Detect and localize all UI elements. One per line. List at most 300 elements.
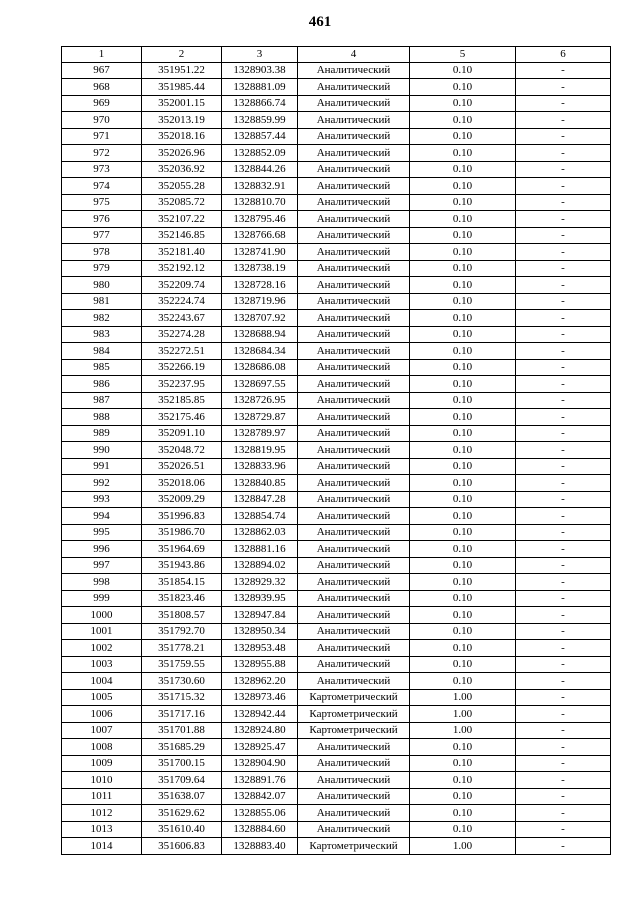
- table-row: [62, 79, 611, 96]
- note-cell: -: [516, 194, 611, 211]
- table-row: [62, 293, 611, 310]
- note-cell: -: [516, 211, 611, 228]
- accuracy-cell: 0.10: [410, 772, 516, 789]
- accuracy-cell: 0.10: [410, 805, 516, 822]
- x-coordinate-cell: 352018.06: [142, 475, 222, 492]
- x-coordinate-cell: 352192.12: [142, 260, 222, 277]
- note-cell: -: [516, 557, 611, 574]
- x-coordinate-cell: 351700.15: [142, 755, 222, 772]
- table-row: [62, 640, 611, 657]
- note-cell: -: [516, 244, 611, 261]
- x-coordinate-cell: 352224.74: [142, 293, 222, 310]
- accuracy-cell: 0.10: [410, 194, 516, 211]
- accuracy-cell: 0.10: [410, 607, 516, 624]
- x-coordinate-cell: 352026.96: [142, 145, 222, 162]
- y-coordinate-cell: 1328684.34: [222, 343, 298, 360]
- point-number-cell: 991: [62, 458, 142, 475]
- point-number-cell: 995: [62, 524, 142, 541]
- point-number-cell: 999: [62, 590, 142, 607]
- point-number-cell: 1012: [62, 805, 142, 822]
- y-coordinate-cell: 1328840.85: [222, 475, 298, 492]
- table-row: [62, 178, 611, 195]
- table-row: [62, 541, 611, 558]
- column-header: 5: [410, 47, 516, 63]
- method-cell: Аналитический: [298, 326, 410, 343]
- accuracy-cell: 1.00: [410, 722, 516, 739]
- point-number-cell: 1008: [62, 739, 142, 756]
- point-number-cell: 1003: [62, 656, 142, 673]
- table-row: [62, 244, 611, 261]
- table-body: [62, 62, 611, 854]
- point-number-cell: 1002: [62, 640, 142, 657]
- point-number-cell: 977: [62, 227, 142, 244]
- y-coordinate-cell: 1328729.87: [222, 409, 298, 426]
- x-coordinate-cell: 352175.46: [142, 409, 222, 426]
- accuracy-cell: 0.10: [410, 557, 516, 574]
- table-row: [62, 392, 611, 409]
- note-cell: -: [516, 359, 611, 376]
- y-coordinate-cell: 1328854.74: [222, 508, 298, 525]
- note-cell: -: [516, 442, 611, 459]
- point-number-cell: 967: [62, 62, 142, 79]
- note-cell: -: [516, 673, 611, 690]
- note-cell: -: [516, 260, 611, 277]
- point-number-cell: 985: [62, 359, 142, 376]
- x-coordinate-cell: 351808.57: [142, 607, 222, 624]
- method-cell: Аналитический: [298, 557, 410, 574]
- y-coordinate-cell: 1328866.74: [222, 95, 298, 112]
- method-cell: Картометрический: [298, 689, 410, 706]
- point-number-cell: 971: [62, 128, 142, 145]
- column-header: 4: [298, 47, 410, 63]
- accuracy-cell: 0.10: [410, 326, 516, 343]
- method-cell: Аналитический: [298, 673, 410, 690]
- method-cell: Аналитический: [298, 640, 410, 657]
- accuracy-cell: 0.10: [410, 508, 516, 525]
- note-cell: -: [516, 706, 611, 723]
- point-number-cell: 1013: [62, 821, 142, 838]
- method-cell: Аналитический: [298, 211, 410, 228]
- y-coordinate-cell: 1328810.70: [222, 194, 298, 211]
- x-coordinate-cell: 351964.69: [142, 541, 222, 558]
- accuracy-cell: 0.10: [410, 343, 516, 360]
- y-coordinate-cell: 1328833.96: [222, 458, 298, 475]
- method-cell: Аналитический: [298, 392, 410, 409]
- accuracy-cell: 1.00: [410, 706, 516, 723]
- x-coordinate-cell: 351759.55: [142, 656, 222, 673]
- method-cell: Аналитический: [298, 112, 410, 129]
- note-cell: -: [516, 640, 611, 657]
- accuracy-cell: 0.10: [410, 277, 516, 294]
- method-cell: Аналитический: [298, 607, 410, 624]
- y-coordinate-cell: 1328962.20: [222, 673, 298, 690]
- method-cell: Аналитический: [298, 161, 410, 178]
- accuracy-cell: 0.10: [410, 640, 516, 657]
- table-row: [62, 359, 611, 376]
- y-coordinate-cell: 1328925.47: [222, 739, 298, 756]
- x-coordinate-cell: 352209.74: [142, 277, 222, 294]
- y-coordinate-cell: 1328942.44: [222, 706, 298, 723]
- y-coordinate-cell: 1328697.55: [222, 376, 298, 393]
- accuracy-cell: 0.10: [410, 62, 516, 79]
- note-cell: -: [516, 376, 611, 393]
- x-coordinate-cell: 352085.72: [142, 194, 222, 211]
- note-cell: -: [516, 62, 611, 79]
- x-coordinate-cell: 352013.19: [142, 112, 222, 129]
- y-coordinate-cell: 1328929.32: [222, 574, 298, 591]
- y-coordinate-cell: 1328947.84: [222, 607, 298, 624]
- table-row: [62, 112, 611, 129]
- table-row: [62, 343, 611, 360]
- point-number-cell: 1007: [62, 722, 142, 739]
- accuracy-cell: 0.10: [410, 244, 516, 261]
- point-number-cell: 1001: [62, 623, 142, 640]
- x-coordinate-cell: 351943.86: [142, 557, 222, 574]
- table-row: [62, 689, 611, 706]
- table-row: [62, 821, 611, 838]
- accuracy-cell: 1.00: [410, 689, 516, 706]
- x-coordinate-cell: 351730.60: [142, 673, 222, 690]
- method-cell: Аналитический: [298, 508, 410, 525]
- coordinates-table: [61, 46, 611, 855]
- y-coordinate-cell: 1328766.68: [222, 227, 298, 244]
- table-row: [62, 458, 611, 475]
- x-coordinate-cell: 351701.88: [142, 722, 222, 739]
- table-row: [62, 656, 611, 673]
- table-row: [62, 508, 611, 525]
- column-header: 2: [142, 47, 222, 63]
- table-row: [62, 607, 611, 624]
- x-coordinate-cell: 351951.22: [142, 62, 222, 79]
- point-number-cell: 969: [62, 95, 142, 112]
- note-cell: -: [516, 425, 611, 442]
- method-cell: Аналитический: [298, 442, 410, 459]
- method-cell: Аналитический: [298, 95, 410, 112]
- table-row: [62, 739, 611, 756]
- y-coordinate-cell: 1328847.28: [222, 491, 298, 508]
- point-number-cell: 972: [62, 145, 142, 162]
- table-row: [62, 62, 611, 79]
- y-coordinate-cell: 1328894.02: [222, 557, 298, 574]
- y-coordinate-cell: 1328789.97: [222, 425, 298, 442]
- method-cell: Аналитический: [298, 772, 410, 789]
- method-cell: Аналитический: [298, 62, 410, 79]
- table-row: [62, 227, 611, 244]
- y-coordinate-cell: 1328881.09: [222, 79, 298, 96]
- point-number-cell: 992: [62, 475, 142, 492]
- point-number-cell: 979: [62, 260, 142, 277]
- note-cell: -: [516, 112, 611, 129]
- x-coordinate-cell: 351610.40: [142, 821, 222, 838]
- method-cell: Аналитический: [298, 458, 410, 475]
- accuracy-cell: 0.10: [410, 211, 516, 228]
- method-cell: Аналитический: [298, 656, 410, 673]
- y-coordinate-cell: 1328726.95: [222, 392, 298, 409]
- point-number-cell: 1014: [62, 838, 142, 855]
- table-row: [62, 475, 611, 492]
- x-coordinate-cell: 352181.40: [142, 244, 222, 261]
- table-row: [62, 788, 611, 805]
- y-coordinate-cell: 1328883.40: [222, 838, 298, 855]
- note-cell: -: [516, 392, 611, 409]
- table-row: [62, 211, 611, 228]
- point-number-cell: 980: [62, 277, 142, 294]
- point-number-cell: 989: [62, 425, 142, 442]
- x-coordinate-cell: 352009.29: [142, 491, 222, 508]
- x-coordinate-cell: 351778.21: [142, 640, 222, 657]
- note-cell: -: [516, 491, 611, 508]
- y-coordinate-cell: 1328844.26: [222, 161, 298, 178]
- x-coordinate-cell: 352185.85: [142, 392, 222, 409]
- note-cell: -: [516, 739, 611, 756]
- table-row: [62, 574, 611, 591]
- method-cell: Аналитический: [298, 128, 410, 145]
- method-cell: Аналитический: [298, 755, 410, 772]
- note-cell: -: [516, 409, 611, 426]
- point-number-cell: 986: [62, 376, 142, 393]
- point-number-cell: 1011: [62, 788, 142, 805]
- table-row: [62, 145, 611, 162]
- y-coordinate-cell: 1328738.19: [222, 260, 298, 277]
- method-cell: Картометрический: [298, 706, 410, 723]
- column-header: 1: [62, 47, 142, 63]
- method-cell: Аналитический: [298, 409, 410, 426]
- note-cell: -: [516, 772, 611, 789]
- x-coordinate-cell: 352274.28: [142, 326, 222, 343]
- table-row: [62, 673, 611, 690]
- x-coordinate-cell: 351854.15: [142, 574, 222, 591]
- table-row: [62, 194, 611, 211]
- note-cell: -: [516, 689, 611, 706]
- accuracy-cell: 0.10: [410, 574, 516, 591]
- accuracy-cell: 0.10: [410, 590, 516, 607]
- y-coordinate-cell: 1328881.16: [222, 541, 298, 558]
- table-row: [62, 772, 611, 789]
- accuracy-cell: 0.10: [410, 161, 516, 178]
- table-row: [62, 161, 611, 178]
- table-row: [62, 260, 611, 277]
- point-number-cell: 982: [62, 310, 142, 327]
- method-cell: Аналитический: [298, 475, 410, 492]
- note-cell: -: [516, 79, 611, 96]
- note-cell: -: [516, 128, 611, 145]
- point-number-cell: 1010: [62, 772, 142, 789]
- table-header-row: [62, 47, 611, 63]
- accuracy-cell: 0.10: [410, 623, 516, 640]
- y-coordinate-cell: 1328973.46: [222, 689, 298, 706]
- method-cell: Аналитический: [298, 524, 410, 541]
- accuracy-cell: 1.00: [410, 838, 516, 855]
- table-row: [62, 491, 611, 508]
- accuracy-cell: 0.10: [410, 409, 516, 426]
- point-number-cell: 994: [62, 508, 142, 525]
- y-coordinate-cell: 1328857.44: [222, 128, 298, 145]
- table-row: [62, 376, 611, 393]
- y-coordinate-cell: 1328832.91: [222, 178, 298, 195]
- accuracy-cell: 0.10: [410, 310, 516, 327]
- accuracy-cell: 0.10: [410, 458, 516, 475]
- point-number-cell: 1000: [62, 607, 142, 624]
- note-cell: -: [516, 574, 611, 591]
- x-coordinate-cell: 351638.07: [142, 788, 222, 805]
- y-coordinate-cell: 1328891.76: [222, 772, 298, 789]
- table-row: [62, 755, 611, 772]
- y-coordinate-cell: 1328903.38: [222, 62, 298, 79]
- point-number-cell: 1004: [62, 673, 142, 690]
- method-cell: Аналитический: [298, 178, 410, 195]
- accuracy-cell: 0.10: [410, 755, 516, 772]
- note-cell: -: [516, 805, 611, 822]
- x-coordinate-cell: 352001.15: [142, 95, 222, 112]
- x-coordinate-cell: 351629.62: [142, 805, 222, 822]
- table-row: [62, 95, 611, 112]
- table-row: [62, 590, 611, 607]
- y-coordinate-cell: 1328855.06: [222, 805, 298, 822]
- note-cell: -: [516, 607, 611, 624]
- y-coordinate-cell: 1328953.48: [222, 640, 298, 657]
- note-cell: -: [516, 788, 611, 805]
- note-cell: -: [516, 508, 611, 525]
- point-number-cell: 996: [62, 541, 142, 558]
- table-row: [62, 310, 611, 327]
- table-row: [62, 838, 611, 855]
- accuracy-cell: 0.10: [410, 656, 516, 673]
- x-coordinate-cell: 351985.44: [142, 79, 222, 96]
- x-coordinate-cell: 351715.32: [142, 689, 222, 706]
- point-number-cell: 968: [62, 79, 142, 96]
- point-number-cell: 1006: [62, 706, 142, 723]
- y-coordinate-cell: 1328728.16: [222, 277, 298, 294]
- point-number-cell: 988: [62, 409, 142, 426]
- point-number-cell: 998: [62, 574, 142, 591]
- x-coordinate-cell: 351709.64: [142, 772, 222, 789]
- method-cell: Аналитический: [298, 541, 410, 558]
- x-coordinate-cell: 351685.29: [142, 739, 222, 756]
- point-number-cell: 978: [62, 244, 142, 261]
- x-coordinate-cell: 352026.51: [142, 458, 222, 475]
- accuracy-cell: 0.10: [410, 178, 516, 195]
- accuracy-cell: 0.10: [410, 541, 516, 558]
- accuracy-cell: 0.10: [410, 376, 516, 393]
- table-row: [62, 425, 611, 442]
- point-number-cell: 974: [62, 178, 142, 195]
- note-cell: -: [516, 590, 611, 607]
- column-header: 6: [516, 47, 611, 63]
- table-row: [62, 442, 611, 459]
- x-coordinate-cell: 351986.70: [142, 524, 222, 541]
- method-cell: Аналитический: [298, 788, 410, 805]
- method-cell: Аналитический: [298, 244, 410, 261]
- column-header: 3: [222, 47, 298, 63]
- x-coordinate-cell: 352055.28: [142, 178, 222, 195]
- y-coordinate-cell: 1328852.09: [222, 145, 298, 162]
- table-row: [62, 557, 611, 574]
- note-cell: -: [516, 623, 611, 640]
- y-coordinate-cell: 1328939.95: [222, 590, 298, 607]
- y-coordinate-cell: 1328955.88: [222, 656, 298, 673]
- accuracy-cell: 0.10: [410, 673, 516, 690]
- method-cell: Аналитический: [298, 260, 410, 277]
- page-number: 461: [308, 14, 332, 30]
- point-number-cell: 981: [62, 293, 142, 310]
- x-coordinate-cell: 352272.51: [142, 343, 222, 360]
- table-row: [62, 326, 611, 343]
- y-coordinate-cell: 1328884.60: [222, 821, 298, 838]
- y-coordinate-cell: 1328741.90: [222, 244, 298, 261]
- table-row: [62, 277, 611, 294]
- note-cell: -: [516, 656, 611, 673]
- note-cell: -: [516, 161, 611, 178]
- method-cell: Аналитический: [298, 574, 410, 591]
- y-coordinate-cell: 1328688.94: [222, 326, 298, 343]
- method-cell: Аналитический: [298, 359, 410, 376]
- note-cell: -: [516, 838, 611, 855]
- point-number-cell: 984: [62, 343, 142, 360]
- table-row: [62, 623, 611, 640]
- y-coordinate-cell: 1328862.03: [222, 524, 298, 541]
- accuracy-cell: 0.10: [410, 79, 516, 96]
- note-cell: -: [516, 326, 611, 343]
- accuracy-cell: 0.10: [410, 524, 516, 541]
- x-coordinate-cell: 352018.16: [142, 128, 222, 145]
- accuracy-cell: 0.10: [410, 227, 516, 244]
- point-number-cell: 970: [62, 112, 142, 129]
- x-coordinate-cell: 351792.70: [142, 623, 222, 640]
- method-cell: Аналитический: [298, 194, 410, 211]
- table-row: [62, 409, 611, 426]
- method-cell: Картометрический: [298, 838, 410, 855]
- accuracy-cell: 0.10: [410, 359, 516, 376]
- method-cell: Аналитический: [298, 227, 410, 244]
- accuracy-cell: 0.10: [410, 260, 516, 277]
- x-coordinate-cell: 352036.92: [142, 161, 222, 178]
- method-cell: Аналитический: [298, 277, 410, 294]
- method-cell: Аналитический: [298, 376, 410, 393]
- method-cell: Аналитический: [298, 343, 410, 360]
- point-number-cell: 993: [62, 491, 142, 508]
- note-cell: -: [516, 227, 611, 244]
- y-coordinate-cell: 1328719.96: [222, 293, 298, 310]
- note-cell: -: [516, 524, 611, 541]
- table-row: [62, 128, 611, 145]
- x-coordinate-cell: 351717.16: [142, 706, 222, 723]
- method-cell: Аналитический: [298, 310, 410, 327]
- note-cell: -: [516, 475, 611, 492]
- table-row: [62, 805, 611, 822]
- accuracy-cell: 0.10: [410, 392, 516, 409]
- table-row: [62, 706, 611, 723]
- note-cell: -: [516, 458, 611, 475]
- point-number-cell: 990: [62, 442, 142, 459]
- table-row: [62, 524, 611, 541]
- note-cell: -: [516, 95, 611, 112]
- accuracy-cell: 0.10: [410, 739, 516, 756]
- method-cell: Аналитический: [298, 79, 410, 96]
- x-coordinate-cell: 352091.10: [142, 425, 222, 442]
- note-cell: -: [516, 178, 611, 195]
- point-number-cell: 987: [62, 392, 142, 409]
- note-cell: -: [516, 755, 611, 772]
- point-number-cell: 983: [62, 326, 142, 343]
- accuracy-cell: 0.10: [410, 491, 516, 508]
- y-coordinate-cell: 1328686.08: [222, 359, 298, 376]
- method-cell: Аналитический: [298, 293, 410, 310]
- x-coordinate-cell: 352237.95: [142, 376, 222, 393]
- method-cell: Аналитический: [298, 623, 410, 640]
- method-cell: Аналитический: [298, 425, 410, 442]
- y-coordinate-cell: 1328819.95: [222, 442, 298, 459]
- accuracy-cell: 0.10: [410, 112, 516, 129]
